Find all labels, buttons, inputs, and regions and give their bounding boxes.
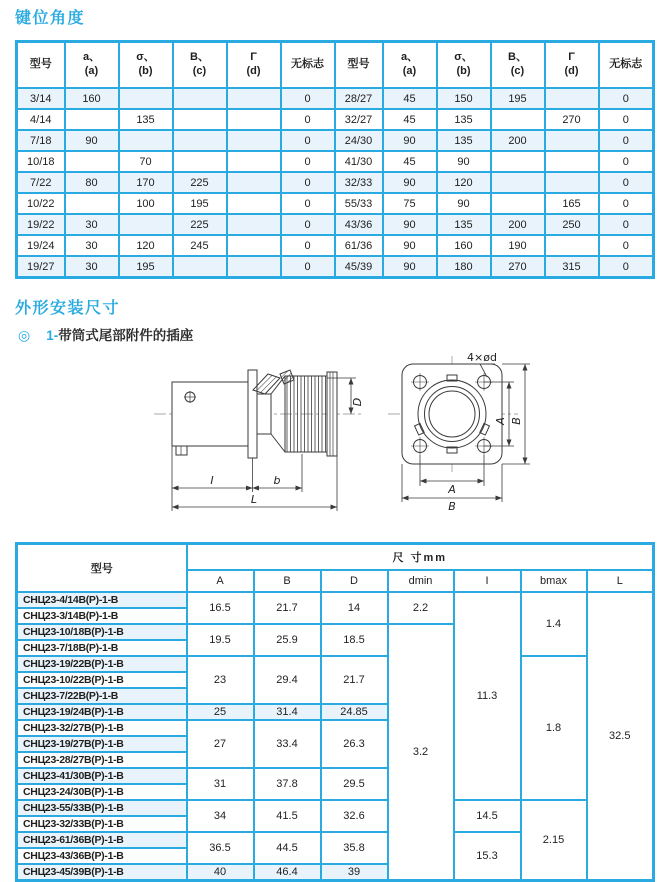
- value-cell: 30: [65, 214, 119, 235]
- value-cell: 70: [119, 151, 173, 172]
- value-cell: [173, 130, 227, 151]
- angle-table-row: [17, 88, 654, 109]
- value-cell: [545, 151, 599, 172]
- value-cell: 165: [545, 193, 599, 214]
- dim-i-cell: 15.3: [454, 832, 521, 881]
- col-header-dmin: dmin: [388, 570, 454, 592]
- value-cell: 0: [599, 88, 654, 109]
- model-cell: 32/27: [335, 109, 383, 130]
- model-cell: CHЦ23-24/30B(P)-1-B: [17, 784, 187, 800]
- dim-a-cell: 36.5: [187, 832, 254, 864]
- model-cell: CHЦ23-41/30B(P)-1-B: [17, 768, 187, 784]
- value-cell: 0: [281, 88, 335, 109]
- value-cell: 225: [173, 172, 227, 193]
- model-cell: 28/27: [335, 88, 383, 109]
- value-cell: [173, 109, 227, 130]
- value-cell: 0: [599, 130, 654, 151]
- col-header-model: 型号: [17, 544, 187, 593]
- value-cell: [227, 193, 281, 214]
- value-cell: 0: [281, 214, 335, 235]
- col-header-gamma: Γ (d): [227, 42, 281, 89]
- value-cell: [227, 172, 281, 193]
- value-cell: 150: [437, 88, 491, 109]
- model-cell: 19/24: [17, 235, 65, 256]
- model-cell: CHЦ23-19/22B(P)-1-B: [17, 656, 187, 672]
- dim-bmax-cell: 1.8: [521, 656, 587, 800]
- caption-number: 1-: [46, 328, 59, 343]
- flange-plate: [248, 370, 257, 458]
- value-cell: 180: [437, 256, 491, 278]
- dim-label-holes: 4×ød: [467, 351, 497, 364]
- col-header-B: B: [254, 570, 321, 592]
- front-view: [388, 356, 518, 472]
- value-cell: 45: [383, 151, 437, 172]
- value-cell: [65, 151, 119, 172]
- value-cell: [491, 172, 545, 193]
- dim-table-row: [17, 800, 654, 816]
- value-cell: 0: [281, 235, 335, 256]
- col-header-model: 型号: [335, 42, 383, 89]
- value-cell: 195: [491, 88, 545, 109]
- angle-table-row: [17, 172, 654, 193]
- value-cell: 90: [65, 130, 119, 151]
- model-cell: 10/22: [17, 193, 65, 214]
- dim-d-cell: 32.6: [321, 800, 388, 832]
- model-cell: 45/39: [335, 256, 383, 278]
- dim-label-D: D: [351, 397, 364, 407]
- model-cell: 24/30: [335, 130, 383, 151]
- value-cell: 120: [119, 235, 173, 256]
- value-cell: 170: [119, 172, 173, 193]
- angle-table-row: [17, 214, 654, 235]
- dim-label-A-bottom: A: [448, 483, 456, 496]
- value-cell: 0: [281, 109, 335, 130]
- value-cell: [491, 109, 545, 130]
- model-cell: CHЦ23-19/24B(P)-1-B: [17, 704, 187, 720]
- dim-b-cell: 33.4: [254, 720, 321, 768]
- model-cell: 7/22: [17, 172, 65, 193]
- model-cell: 4/14: [17, 109, 65, 130]
- dim-b-cell: 44.5: [254, 832, 321, 864]
- dim-d-cell: 39: [321, 864, 388, 881]
- dim-label-L: L: [250, 493, 258, 506]
- key-angle-table: [15, 40, 655, 279]
- dim-b-cell: 29.4: [254, 656, 321, 704]
- model-cell: CHЦ23-7/22B(P)-1-B: [17, 688, 187, 704]
- value-cell: 245: [173, 235, 227, 256]
- value-cell: 0: [599, 214, 654, 235]
- dim-a-cell: 27: [187, 720, 254, 768]
- value-cell: [227, 109, 281, 130]
- value-cell: 30: [65, 256, 119, 278]
- model-cell: CHЦ23-10/22B(P)-1-B: [17, 672, 187, 688]
- col-header-a: a、 (a): [383, 42, 437, 89]
- value-cell: [227, 151, 281, 172]
- body-nub: [176, 446, 187, 455]
- col-header-sigma: σ、 (b): [437, 42, 491, 89]
- dim-label-B-bottom: B: [448, 500, 456, 513]
- model-cell: 10/18: [17, 151, 65, 172]
- mounting-flange: [402, 364, 502, 464]
- angle-table-header-row: [17, 42, 654, 89]
- value-cell: [545, 130, 599, 151]
- dim-b-cell: 31.4: [254, 704, 321, 720]
- value-cell: 225: [173, 214, 227, 235]
- dim-i-cell: 14.5: [454, 800, 521, 832]
- value-cell: 75: [383, 193, 437, 214]
- dim-bmax-cell: 1.4: [521, 592, 587, 656]
- value-cell: 190: [491, 235, 545, 256]
- connector-outline-drawing: [150, 350, 570, 518]
- value-cell: [227, 130, 281, 151]
- caption-text: 带筒式尾部附件的插座: [58, 328, 194, 343]
- value-cell: 135: [437, 214, 491, 235]
- value-cell: [65, 193, 119, 214]
- section-title-key-angle: 键位角度: [15, 10, 86, 27]
- value-cell: 90: [383, 130, 437, 151]
- value-cell: 90: [383, 214, 437, 235]
- dim-a-cell: 25: [187, 704, 254, 720]
- model-cell: CHЦ23-7/18B(P)-1-B: [17, 640, 187, 656]
- dimension-table: [15, 542, 655, 882]
- value-cell: 135: [437, 109, 491, 130]
- value-cell: 90: [437, 151, 491, 172]
- value-cell: 0: [281, 256, 335, 278]
- col-header-bmax: bmax: [521, 570, 587, 592]
- value-cell: 195: [119, 256, 173, 278]
- col-header-b: B、 (c): [491, 42, 545, 89]
- value-cell: 270: [545, 109, 599, 130]
- value-cell: 0: [599, 109, 654, 130]
- value-cell: 90: [437, 193, 491, 214]
- value-cell: 200: [491, 214, 545, 235]
- angle-table-row: [17, 151, 654, 172]
- model-cell: CHЦ23-61/36B(P)-1-B: [17, 832, 187, 848]
- dim-dmin-cell: 3.2: [388, 624, 454, 881]
- dim-label-A-side: A: [494, 417, 507, 425]
- model-cell: 7/18: [17, 130, 65, 151]
- drawing-caption: [18, 324, 193, 344]
- dim-label-I: I: [210, 474, 214, 487]
- value-cell: [545, 172, 599, 193]
- model-cell: CHЦ23-43/36B(P)-1-B: [17, 848, 187, 864]
- value-cell: 80: [65, 172, 119, 193]
- dim-d-cell: 18.5: [321, 624, 388, 656]
- angle-table-row: [17, 235, 654, 256]
- dim-b-cell: 46.4: [254, 864, 321, 881]
- model-cell: CHЦ23-45/39B(P)-1-B: [17, 864, 187, 881]
- value-cell: [227, 235, 281, 256]
- value-cell: 0: [281, 151, 335, 172]
- value-cell: 0: [281, 193, 335, 214]
- dim-a-cell: 16.5: [187, 592, 254, 624]
- value-cell: 45: [383, 88, 437, 109]
- angle-table-row: [17, 130, 654, 151]
- value-cell: 135: [437, 130, 491, 151]
- col-header-sigma: σ、 (b): [119, 42, 173, 89]
- dim-a-cell: 23: [187, 656, 254, 704]
- bullseye-icon: ◎: [18, 327, 31, 343]
- model-cell: 19/27: [17, 256, 65, 278]
- section-title-outline-dimensions: 外形安装尺寸: [15, 300, 121, 317]
- connector-body: [172, 382, 248, 446]
- dim-d-cell: 21.7: [321, 656, 388, 704]
- dim-b-cell: 25.9: [254, 624, 321, 656]
- model-cell: CHЦ23-19/27B(P)-1-B: [17, 736, 187, 752]
- value-cell: 0: [599, 172, 654, 193]
- dim-a-cell: 31: [187, 768, 254, 800]
- col-header-model: 型号: [17, 42, 65, 89]
- value-cell: [119, 130, 173, 151]
- value-cell: [119, 88, 173, 109]
- value-cell: 135: [119, 109, 173, 130]
- value-cell: 195: [173, 193, 227, 214]
- col-header-a: a、 (a): [65, 42, 119, 89]
- value-cell: 100: [119, 193, 173, 214]
- dim-label-b: b: [273, 474, 281, 487]
- value-cell: 315: [545, 256, 599, 278]
- model-cell: CHЦ23-28/27B(P)-1-B: [17, 752, 187, 768]
- model-cell: CHЦ23-55/33B(P)-1-B: [17, 800, 187, 816]
- col-header-I: I: [454, 570, 521, 592]
- dim-a-cell: 40: [187, 864, 254, 881]
- value-cell: 200: [491, 130, 545, 151]
- value-cell: 0: [599, 256, 654, 278]
- dim-d-cell: 35.8: [321, 832, 388, 864]
- model-cell: CHЦ23-32/27B(P)-1-B: [17, 720, 187, 736]
- model-cell: 19/22: [17, 214, 65, 235]
- dim-a-cell: 34: [187, 800, 254, 832]
- col-header-L: L: [587, 570, 654, 592]
- value-cell: [173, 88, 227, 109]
- end-cap: [327, 372, 337, 456]
- value-cell: [491, 151, 545, 172]
- value-cell: 30: [65, 235, 119, 256]
- value-cell: 0: [281, 130, 335, 151]
- value-cell: [65, 109, 119, 130]
- value-cell: [119, 214, 173, 235]
- model-cell: 43/36: [335, 214, 383, 235]
- angle-table-row: [17, 256, 654, 278]
- dim-b-cell: 41.5: [254, 800, 321, 832]
- value-cell: [173, 256, 227, 278]
- model-cell: CHЦ23-32/33B(P)-1-B: [17, 816, 187, 832]
- model-cell: 41/30: [335, 151, 383, 172]
- dim-b-cell: 21.7: [254, 592, 321, 624]
- col-header-gamma: Γ (d): [545, 42, 599, 89]
- dim-label-B-side: B: [510, 417, 523, 425]
- value-cell: [545, 235, 599, 256]
- value-cell: 0: [599, 151, 654, 172]
- dim-table-row: [17, 592, 654, 608]
- col-header-D: D: [321, 570, 388, 592]
- col-header-nomark: 无标志: [599, 42, 654, 89]
- value-cell: 160: [437, 235, 491, 256]
- angle-table-row: [17, 193, 654, 214]
- value-cell: 0: [599, 235, 654, 256]
- value-cell: 0: [599, 193, 654, 214]
- dim-dmin-cell: 2.2: [388, 592, 454, 624]
- value-cell: 90: [383, 235, 437, 256]
- model-cell: 55/33: [335, 193, 383, 214]
- col-header-b: B、 (c): [173, 42, 227, 89]
- value-cell: 90: [383, 256, 437, 278]
- dim-b-cell: 37.8: [254, 768, 321, 800]
- value-cell: 250: [545, 214, 599, 235]
- dim-d-cell: 14: [321, 592, 388, 624]
- dim-l-cell: 32.5: [587, 592, 654, 881]
- dim-table-header-row: [17, 544, 654, 571]
- ribbed-barrel: [285, 376, 327, 452]
- model-cell: 32/33: [335, 172, 383, 193]
- value-cell: 45: [383, 109, 437, 130]
- col-header-unit: 尺 寸mm: [187, 544, 654, 571]
- value-cell: [227, 214, 281, 235]
- dim-a-cell: 19.5: [187, 624, 254, 656]
- value-cell: [227, 88, 281, 109]
- dim-table-row: [17, 656, 654, 672]
- dim-bmax-cell: 2.15: [521, 800, 587, 881]
- model-cell: 3/14: [17, 88, 65, 109]
- model-cell: CHЦ23-3/14B(P)-1-B: [17, 608, 187, 624]
- value-cell: 90: [383, 172, 437, 193]
- dim-d-cell: 24.85: [321, 704, 388, 720]
- value-cell: [227, 256, 281, 278]
- col-header-A: A: [187, 570, 254, 592]
- model-cell: CHЦ23-4/14B(P)-1-B: [17, 592, 187, 608]
- value-cell: 0: [281, 172, 335, 193]
- value-cell: [173, 151, 227, 172]
- col-header-nomark: 无标志: [281, 42, 335, 89]
- dim-d-cell: 26.3: [321, 720, 388, 768]
- value-cell: [491, 193, 545, 214]
- dim-d-cell: 29.5: [321, 768, 388, 800]
- model-cell: 61/36: [335, 235, 383, 256]
- dim-i-cell: 11.3: [454, 592, 521, 800]
- value-cell: [545, 88, 599, 109]
- side-view: [154, 370, 362, 458]
- model-cell: CHЦ23-10/18B(P)-1-B: [17, 624, 187, 640]
- value-cell: 270: [491, 256, 545, 278]
- value-cell: 160: [65, 88, 119, 109]
- angle-table-row: [17, 109, 654, 130]
- neck: [257, 394, 271, 434]
- value-cell: 120: [437, 172, 491, 193]
